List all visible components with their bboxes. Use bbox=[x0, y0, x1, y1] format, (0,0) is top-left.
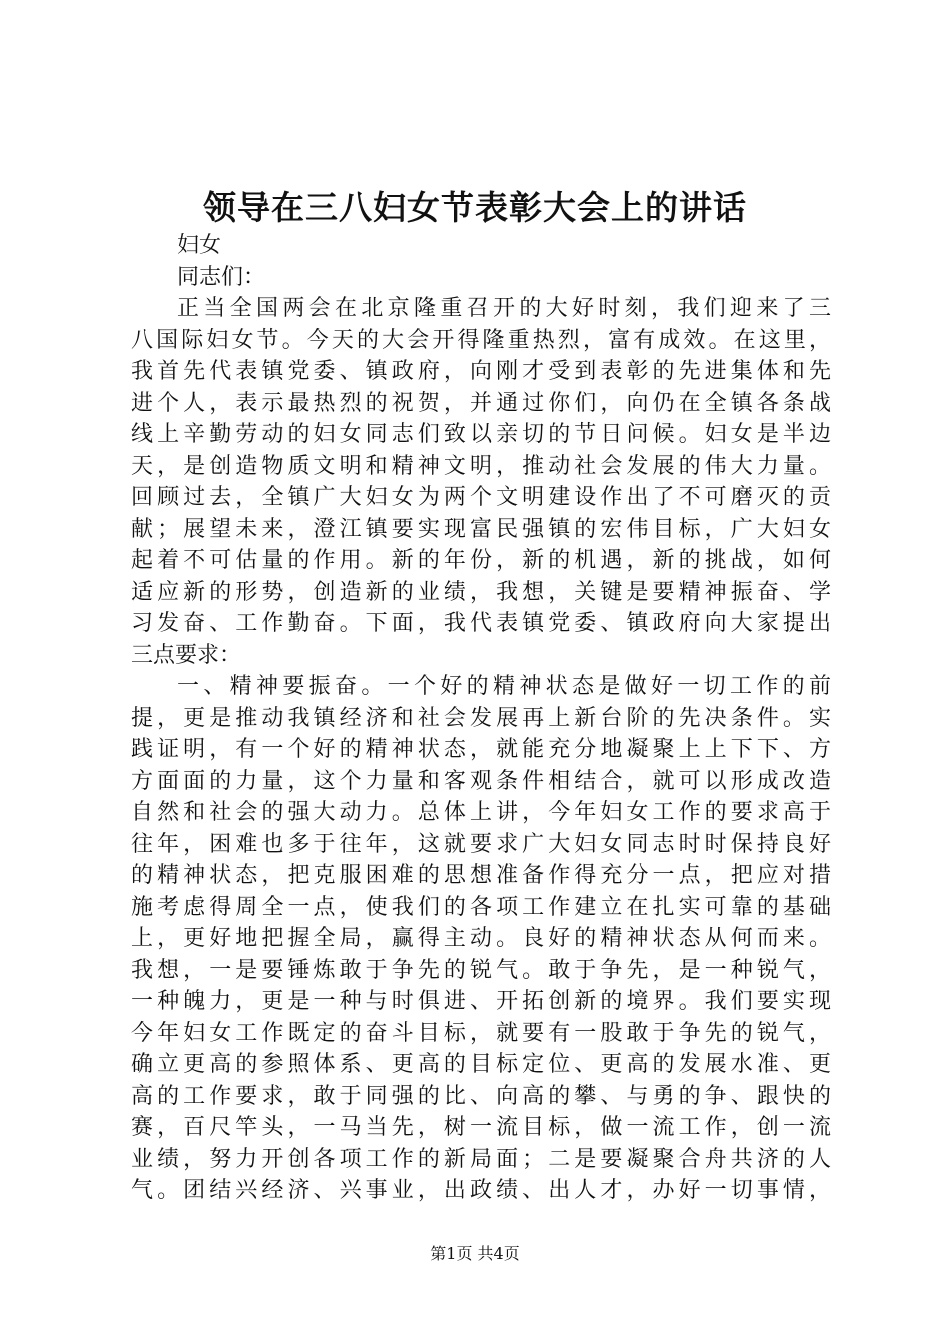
paragraph-line: 进个人，表示最热烈的祝贺，并通过你们，向仍在全镇各条战 bbox=[131, 390, 831, 416]
paragraph-line: 我想，一是要锤炼敢于争先的锐气。敢于争先，是一种锐气， bbox=[131, 957, 831, 983]
paragraph-line: 往年，困难也多于往年，这就要求广大妇女同志时时保持良好 bbox=[131, 831, 831, 857]
paragraph-line: 线上辛勤劳动的妇女同志们致以亲切的节日问候。妇女是半边 bbox=[131, 422, 831, 447]
paragraph-line: 今年妇女工作既定的奋斗目标，就要有一股敢于争先的锐气， bbox=[131, 1020, 831, 1046]
paragraph-line: 确立更高的参照体系、更高的目标定位、更高的发展水准、更 bbox=[131, 1052, 831, 1077]
paragraph-line: 我首先代表镇党委、镇政府，向刚才受到表彰的先进集体和先 bbox=[131, 359, 831, 384]
paragraph-line: 业绩，努力开创各项工作的新局面；二是要凝聚合舟共济的人 bbox=[131, 1146, 831, 1172]
paragraph-line: 高的工作要求，敢于同强的比、向高的攀、与勇的争、跟快的 bbox=[131, 1083, 831, 1109]
paragraph-line: 上，更好地把握全局，赢得主动。良好的精神状态从何而来。 bbox=[131, 926, 831, 951]
paragraph-line: 一种魄力，更是一种与时俱进、开拓创新的境界。我们要实现 bbox=[131, 989, 831, 1014]
paragraph-line: 方面面的力量，这个力量和客观条件相结合，就可以形成改造 bbox=[131, 768, 831, 794]
paragraph-line: 气。团结兴经济、兴事业，出政绩、出人才，办好一切事情， bbox=[131, 1178, 831, 1203]
paragraph-line: 践证明，有一个好的精神状态，就能充分地凝聚上上下下、方 bbox=[131, 737, 831, 762]
document-title: 领导在三八妇女节表彰大会上的讲话 bbox=[203, 188, 747, 227]
paragraph-line: 三点要求： bbox=[131, 642, 242, 668]
paragraph-line: 八国际妇女节。今天的大会开得隆重热烈，富有成效。在这里， bbox=[131, 327, 831, 353]
paragraph-line: 适应新的形势，创造新的业绩，我想，关键是要精神振奋、学 bbox=[131, 579, 831, 605]
salutation-line: 同志们： bbox=[177, 264, 266, 290]
salutation-line: 妇女 bbox=[177, 233, 222, 258]
paragraph-line: 一、精神要振奋。一个好的精神状态是做好一切工作的前 bbox=[177, 674, 831, 699]
paragraph-line: 自然和社会的强大动力。总体上讲，今年妇女工作的要求高于 bbox=[131, 800, 831, 825]
paragraph-line: 天，是创造物质文明和精神文明，推动社会发展的伟大力量。 bbox=[131, 453, 831, 479]
document-body bbox=[131, 230, 831, 1207]
paragraph-line: 施考虑得周全一点，使我们的各项工作建立在扎实可靠的基础 bbox=[131, 894, 831, 920]
paragraph-line: 正当全国两会在北京隆重召开的大好时刻，我们迎来了三 bbox=[177, 296, 831, 321]
paragraph-line: 回顾过去，全镇广大妇女为两个文明建设作出了不可磨灭的贡 bbox=[131, 485, 831, 510]
paragraph-line: 的精神状态，把克服困难的思想准备作得充分一点，把应对措 bbox=[131, 863, 831, 888]
paragraph-line: 起着不可估量的作用。新的年份，新的机遇，新的挑战，如何 bbox=[131, 548, 831, 573]
page-number-footer: 第1页 共4页 bbox=[430, 1244, 520, 1263]
paragraph-line: 习发奋、工作勤奋。下面，我代表镇党委、镇政府向大家提出 bbox=[131, 611, 831, 636]
paragraph-line: 提，更是推动我镇经济和社会发展再上新台阶的先决条件。实 bbox=[131, 705, 831, 731]
paragraph-line: 献；展望未来，澄江镇要实现富民强镇的宏伟目标，广大妇女 bbox=[131, 516, 831, 542]
paragraph-line: 赛，百尺竿头，一马当先，树一流目标，做一流工作，创一流 bbox=[131, 1115, 831, 1140]
